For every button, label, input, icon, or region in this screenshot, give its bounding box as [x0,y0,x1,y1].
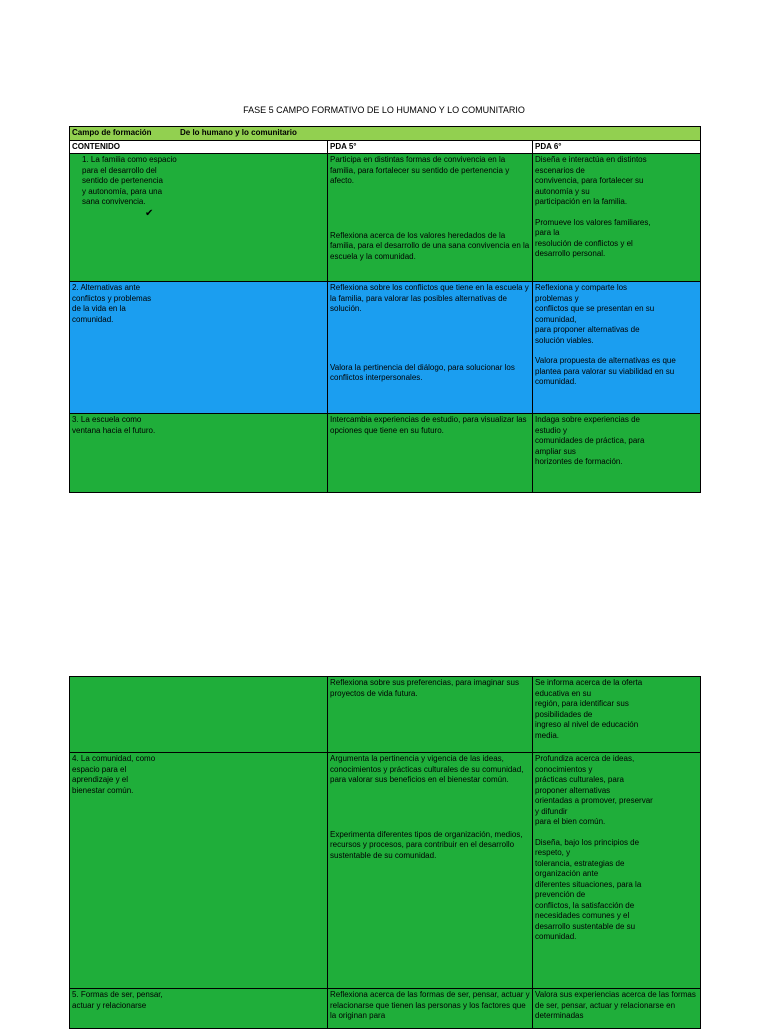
table-row [70,154,701,282]
campo-label: Campo de formación [72,128,152,137]
table-row [70,753,701,989]
pda5-cell: Intercambia experiencias de estudio, para visualizar las opciones que tiene en su futuro. [328,414,533,493]
contenido-cell: 1. La familia como espacio para el desarrollo del sentido de pertenencia y autonomía, para una sana convivencia. ✔ [70,154,328,282]
contenido-header: CONTENIDO [70,140,328,154]
contenido-cell: 5. Formas de ser, pensar, actuar y relacionarse [70,989,328,1029]
pda5-cell: Reflexiona sobre los conflictos que tiene en la escuela y la familia, para valorar las posibles alternativas de solución. Valora la pertinencia del diálogo, para solucionar los conflictos interpersonales. [328,282,533,414]
contenido-cell: 3. La escuela como ventana hacia el futuro. [70,414,328,493]
check-mark-icon: ✔ [145,207,154,219]
pda5-cell: Participa en distintas formas de convivencia en la familia, para fortalecer su sentido de pertenencia y afecto. Reflexiona acerca de los valores heredados de la familia, para el desarrollo de una sana convivencia en la escuela y la comunidad. [328,154,533,282]
page-title: FASE 5 CAMPO FORMATIVO DE LO HUMANO Y LO COMUNITARIO [243,105,525,115]
pda5-cell: Argumenta la pertinencia y vigencia de las ideas, conocimientos y prácticas culturales de su comunidad, para valorar sus beneficios en el bienestar común. Experimenta diferentes tipos de organización, medios, recursos y procesos, para contribuir en el desarrollo sustentable de su comunidad. [328,753,533,989]
campo-value: De lo humano y lo comunitario [180,128,297,137]
campo-header-row [70,127,701,141]
table-row [70,989,701,1029]
contenido-cell [70,677,328,753]
table-row [70,414,701,493]
contenido-cell: 4. La comunidad, como espacio para el aprendizaje y el bienestar común. [70,753,328,989]
pda6-cell: Profundiza acerca de ideas, conocimientos y prácticas culturales, para proponer alternativas orientadas a promover, preservar y difundir para el bien común. Diseña, bajo los principios de respeto, y tolerancia, estrategias de organización ante diferentes situaciones, para la prevención de conflictos, la satisfacción de necesidades comunes y el desarrollo sustentable de su comunidad. [533,753,701,989]
pda6-cell: Valora sus experiencias acerca de las formas de ser, pensar, actuar y relacionarse en determinadas [533,989,701,1029]
table-row [70,282,701,414]
pda5-header: PDA 5° [328,140,533,154]
pda6-cell: Reflexiona y comparte los problemas y conflictos que se presentan en su comunidad, para proponer alternativas de solución viables. Valora propuesta de alternativas es que plantea para valorar su viabilidad en su comunidad. [533,282,701,414]
pda5-cell: Reflexiona acerca de las formas de ser, pensar, actuar y relacionarse que tienen las personas y los factores que la originan para [328,989,533,1029]
curriculum-table-continued [69,676,701,1029]
pda6-cell: Diseña e interactúa en distintos escenarios de convivencia, para fortalecer su autonomía y su participación en la familia. Promueve los valores familiares, para la resolución de conflictos y el desarrollo personal. [533,154,701,282]
pda6-cell: Indaga sobre experiencias de estudio y comunidades de práctica, para ampliar sus horizontes de formación. [533,414,701,493]
curriculum-table [69,126,701,493]
pda5-cell: Reflexiona sobre sus preferencias, para imaginar sus proyectos de vida futura. [328,677,533,753]
contenido-cell: 2. Alternativas ante conflictos y problemas de la vida en la comunidad. [70,282,328,414]
pda6-header: PDA 6° [533,140,701,154]
pda6-cell: Se informa acerca de la oferta educativa en su región, para identificar sus posibilidades de ingreso al nivel de educación media. [533,677,701,753]
table-row [70,677,701,753]
